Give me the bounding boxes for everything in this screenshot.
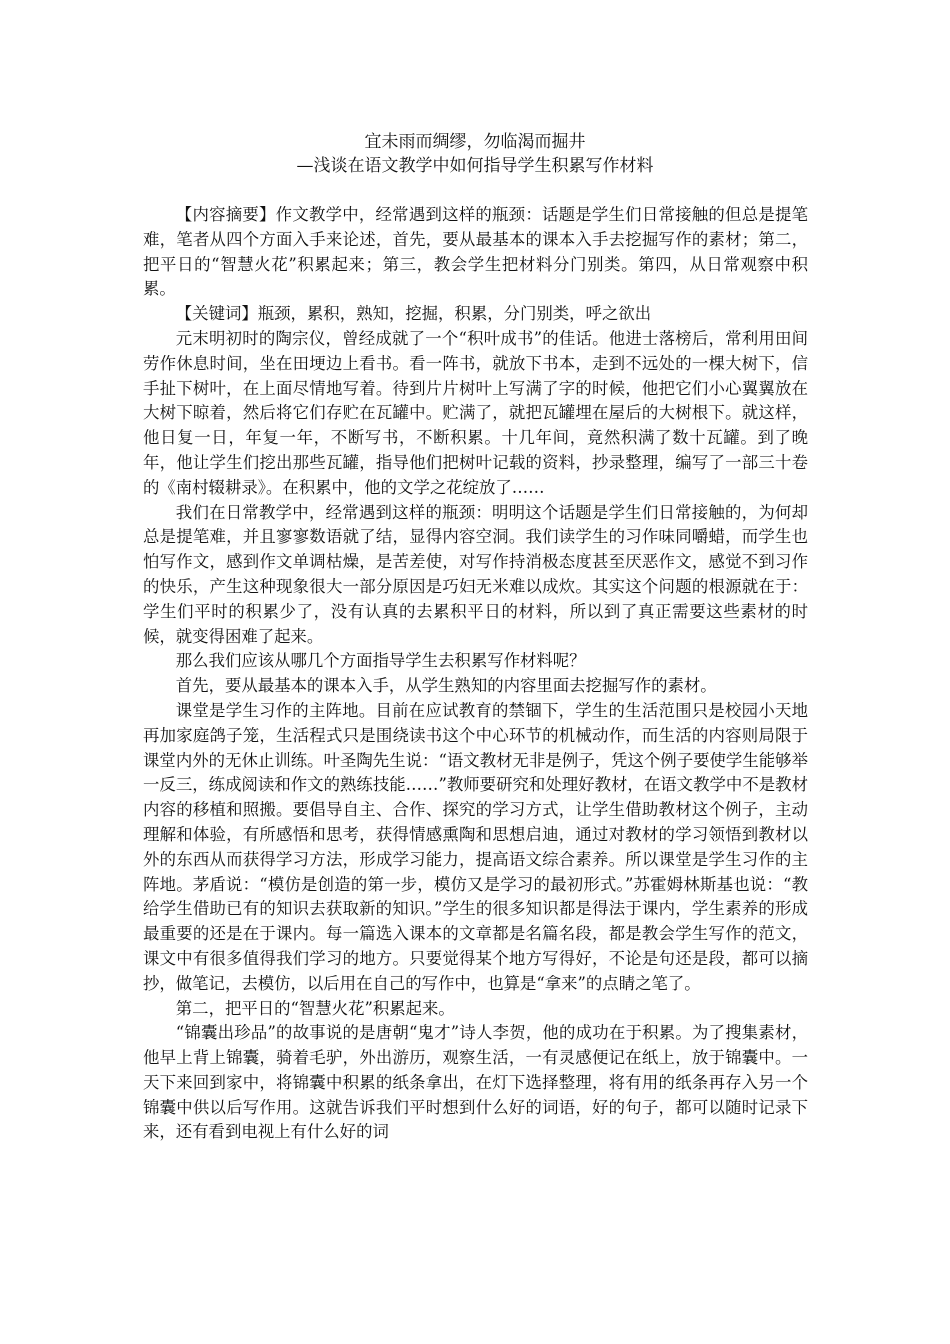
abstract-text: 作文教学中，经常遇到这样的瓶颈：话题是学生们日常接触的但总是提笔难，笔者从四个方面入手来论述，首先，要从最基本的课本入手去挖掘写作的素材；第二，把平日的“智慧火花”积累起来；第三，教会学生把材料分门别类。第四，从日常观察中积累。 [143,205,809,299]
body-paragraph: 首先，要从最基本的课本入手，从学生熟知的内容里面去挖掘写作的素材。 [175,676,717,696]
body-paragraph: 元末明初时的陶宗仪，曾经成就了一个“积叶成书”的佳话。他进士落榜后，常利用田间劳作休息时间，坐在田埂边上看书。看一阵书，就放下书本，走到不远处的一棵大树下，信手扯下树叶，在上面尽情地写着。待到片片树叶上写满了字的时候，他把它们小心翼翼放在大树下晾着，然后将它们存贮在瓦罐中。贮满了，就把瓦罐埋在屋后的大树根下。就这样，他日复一日，年复一年，不断写书，不断积累。十几年间，竟然积满了数十瓦罐。到了晚年，他让学生们挖出那些瓦罐，指导他们把树叶记载的资料，抄录整理，编写了一部三十卷的《南村辍耕录》。在积累中，他的文学之花绽放了…… [143,328,808,497]
document-body [143,203,808,1145]
body-paragraph: 我们在日常教学中，经常遇到这样的瓶颈：明明这个话题是学生们日常接触的，为何却总是提笔难，并且寥寥数语就了结，显得内容空洞。我们读学生的习作味同嚼蜡，而学生也怕写作文，感到作文单调枯燥，是苦差使，对写作持消极态度甚至厌恶作文，感觉不到习作的快乐，产生这种现象很大一部分原因是巧妇无米难以成炊。其实这个问题的根源就在于：学生们平时的积累少了，没有认真的去累积平日的材料，所以到了真正需要这些素材的时候，就变得困难了起来。 [143,502,808,646]
keywords-paragraph [143,302,808,327]
body-paragraph: 课堂是学生习作的主阵地。目前在应试教育的禁锢下，学生的生活范围只是校园小天地再加家庭鸽子笼，生活程式只是围绕读书这个中心环节的机械动作，而生活的内容则局限于课堂内外的无休止训练。叶圣陶先生说：“语文教材无非是例子，凭这个例子要使学生能够举一反三，练成阅读和作文的熟练技能……”教师要研究和处理好教材，在语文教学中不是教材内容的移植和照搬。要倡导自主、合作、探究的学习方式，让学生借助教材这个例子，主动理解和体验，有所感悟和思考，获得情感熏陶和思想启迪，通过对教材的学习领悟到教材以外的东西从而获得学习方法，形成学习能力，提高语文综合素养。所以课堂是学生习作的主阵地。茅盾说：“模仿是创造的第一步，模仿又是学习的最初形式。”苏霍姆林斯基也说：“教给学生借助已有的知识去获取新的知识。”学生的很多知识都是得法于课内，学生素养的形成最重要的还是在于课内。每一篇选入课本的文章都是名篇名段，都是教会学生写作的范文，课文中有很多值得我们学习的地方。只要觉得某个地方写得好，不论是句还是段，都可以摘抄，做笔记，去模仿，以后用在自己的写作中，也算是“拿来”的点睛之笔了。 [143,700,808,993]
body-paragraph: 那么我们应该从哪几个方面指导学生去积累写作材料呢？ [175,651,586,671]
abstract-label: 【内容摘要】 [175,205,276,224]
abstract-paragraph [143,203,808,302]
body-paragraph: “锦囊出珍品”的故事说的是唐朝“鬼才”诗人李贺，他的成功在于积累。为了搜集素材，他早上背上锦囊，骑着毛驴，外出游历，观察生活，一有灵感便记在纸上，放于锦囊中。一天下来回到家中，将锦囊中积累的纸条拿出，在灯下选择整理，将有用的纸条再存入另一个锦囊中供以后写作用。这就告诉我们平时想到什么好的词语，好的句子，都可以随时记录下来，还有看到电视上有什么好的词 [143,1023,808,1142]
document-title: 宜未雨而绸缪，勿临渴而掘井 [364,132,586,152]
keywords-text: 瓶颈，累积，熟知，挖掘，积累，分门别类，呼之欲出 [257,304,652,324]
document-subtitle: —浅谈在语文教学中如何指导学生积累写作材料 [296,156,654,176]
body-paragraph: 第二，把平日的“智慧火花”积累起来。 [175,998,455,1018]
keywords-label: 【关键词】 [175,304,258,324]
